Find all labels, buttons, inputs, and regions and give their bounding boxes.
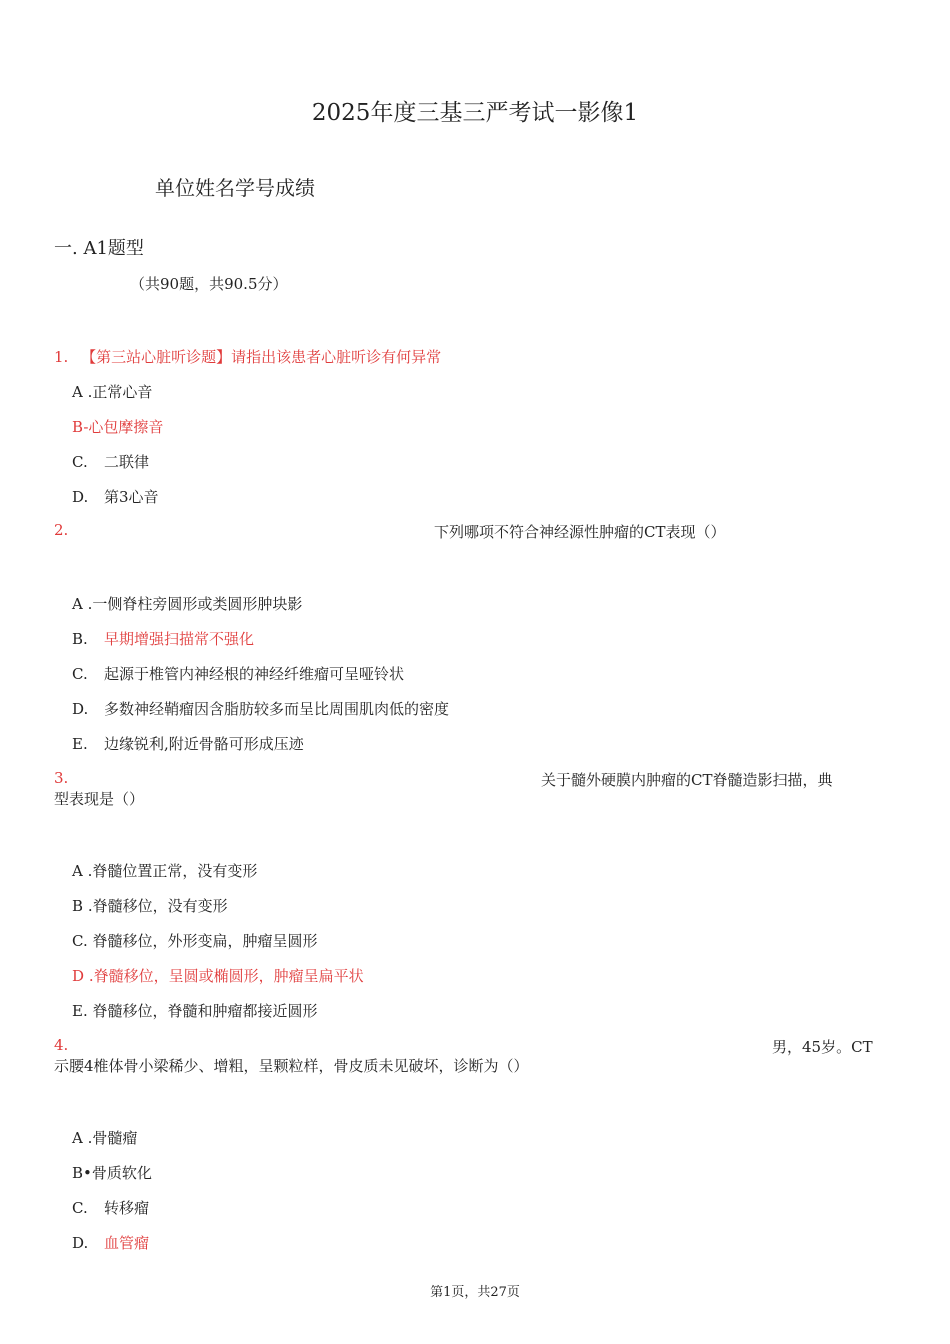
option-1d: D. 第3心音: [72, 488, 159, 506]
option-4c: C. 转移瘤: [72, 1199, 150, 1217]
option-4a: A .骨髓瘤: [72, 1129, 138, 1147]
option-3a: A .脊髓位置正常，没有变形: [72, 862, 258, 880]
page-title: 2025年度三基三严考试一影像1: [311, 100, 639, 126]
section-heading: 一. A1题型: [54, 238, 144, 259]
option-3c: C. 脊髓移位，外形变扁，肿瘤呈圆形: [72, 932, 318, 950]
option-2c: C. 起源于椎管内神经根的神经纤维瘤可呈哑铃状: [72, 665, 405, 683]
question-1: [54, 346, 441, 367]
option-3e: E. 脊髓移位，脊髓和肿瘤都接近圆形: [72, 1002, 318, 1020]
option-4b: B•骨质软化: [72, 1164, 152, 1182]
option-2d: D. 多数神经鞘瘤因含脂肪较多而呈比周围肌肉低的密度: [72, 700, 450, 718]
question-3-stem-line1: 关于髓外硬膜内肿瘤的CT脊髓造影扫描，典: [541, 771, 833, 789]
page-footer: 第1页，共27页: [430, 1285, 520, 1300]
question-2-number: 2.: [54, 521, 69, 539]
option-2b: B. 早期增强扫描常不强化: [72, 630, 255, 648]
option-2e: E. 边缘锐利,附近骨骼可形成压迹: [72, 735, 304, 753]
option-3d: D .脊髓移位，呈圆或椭圆形，肿瘤呈扁平状: [72, 967, 364, 985]
section-count: （共90题，共90.5分）: [130, 275, 288, 293]
question-2-stem: 下列哪项不符合神经源性肿瘤的CT表现（）: [434, 523, 726, 541]
question-3-number: 3.: [54, 769, 69, 787]
option-4d: D. 血管瘤: [72, 1234, 150, 1252]
option-1a: A .正常心音: [72, 383, 153, 401]
question-4-stem-line2: 示腰4椎体骨小梁稀少、增粗，呈颗粒样，骨皮质未见破坏，诊断为（）: [54, 1057, 529, 1075]
question-number: 1.: [54, 348, 69, 366]
question-3-stem-line2: 型表现是（）: [54, 790, 145, 808]
question-4-stem-line1: 男，45岁。CT: [772, 1038, 873, 1056]
question-4-number: 4.: [54, 1036, 69, 1054]
option-2a: A .一侧脊柱旁圆形或类圆形肿块影: [72, 595, 303, 613]
option-1b: B-心包摩擦音: [72, 418, 164, 436]
student-info-line: 单位姓名学号成绩: [155, 176, 315, 200]
option-3b: B .脊髓移位，没有变形: [72, 897, 228, 915]
option-1c: C. 二联律: [72, 453, 150, 471]
question-stem: 【第三站心脏听诊题】请指出该患者心脏听诊有何异常: [81, 348, 442, 366]
